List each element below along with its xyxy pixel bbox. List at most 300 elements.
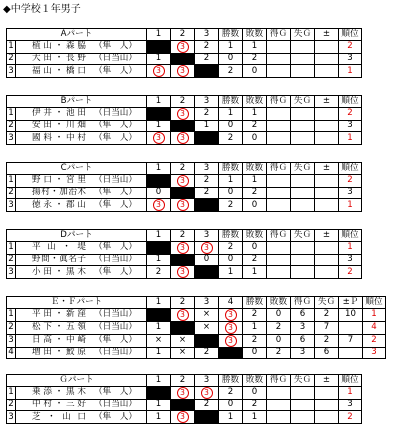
pool-header-row bbox=[7, 375, 362, 387]
pair-cell bbox=[16, 65, 147, 78]
stat-cell bbox=[315, 187, 339, 199]
match-result bbox=[171, 241, 195, 254]
match-result bbox=[195, 241, 219, 254]
match-result: 1 bbox=[147, 321, 171, 334]
self-match-cell bbox=[195, 266, 219, 279]
self-match-cell bbox=[171, 321, 195, 334]
rank-cell: 3 bbox=[339, 254, 362, 266]
rank-cell: 1 bbox=[339, 65, 362, 78]
row-number: 2 bbox=[8, 322, 14, 332]
win-score: 3 bbox=[177, 175, 189, 187]
self-match-cell bbox=[147, 107, 171, 120]
self-match-cell bbox=[195, 65, 219, 78]
stat-header: 失Ｇ bbox=[291, 375, 315, 387]
row-number: 1 bbox=[8, 108, 14, 118]
pair-cell bbox=[16, 199, 147, 212]
stat-cell bbox=[291, 386, 315, 399]
match-result: 2 bbox=[195, 174, 219, 187]
table-row bbox=[7, 40, 362, 53]
rank-cell: 2 bbox=[339, 40, 362, 53]
pair-cell bbox=[16, 120, 147, 132]
match-header: 3 bbox=[195, 29, 219, 41]
team-name: （隼 人） bbox=[94, 387, 137, 397]
win-score: 3 bbox=[177, 199, 189, 211]
team-name: （日当山） bbox=[94, 254, 137, 265]
table-row bbox=[7, 107, 362, 120]
team-name: （日当山） bbox=[94, 399, 137, 410]
stat-cell: 3 bbox=[291, 347, 315, 359]
stat-cell bbox=[315, 241, 339, 254]
stat-cell bbox=[267, 120, 291, 132]
stat-cell: 1 bbox=[219, 40, 243, 53]
stat-header: 勝数 bbox=[219, 230, 243, 242]
rank-cell: 3 bbox=[339, 187, 362, 199]
pool-header-row bbox=[7, 29, 362, 41]
row-number: 1 bbox=[8, 309, 14, 319]
match-header: 3 bbox=[195, 297, 219, 309]
stat-cell: 0 bbox=[219, 254, 243, 266]
row-number: 1 bbox=[8, 242, 14, 252]
rank-cell: 1 bbox=[339, 241, 362, 254]
stat-header: 得Ｇ bbox=[291, 297, 315, 309]
row-number: 4 bbox=[8, 347, 14, 358]
pool-title: Cパート bbox=[7, 163, 147, 175]
stat-cell: 2 bbox=[219, 199, 243, 212]
stat-cell: 1 bbox=[243, 174, 267, 187]
match-header: 1 bbox=[147, 29, 171, 41]
pool-title: Bパート bbox=[7, 96, 147, 108]
stat-cell: 1 bbox=[219, 411, 243, 424]
match-result: 2 bbox=[195, 107, 219, 120]
stat-cell: 6 bbox=[315, 347, 339, 359]
stat-cell: 2 bbox=[243, 308, 267, 321]
player-names: 植山・森脇 bbox=[32, 41, 86, 51]
stat-cell: 10 bbox=[339, 308, 363, 321]
win-score: 3 bbox=[177, 132, 189, 144]
stat-cell: 2 bbox=[315, 334, 339, 347]
row-number: 3 bbox=[8, 199, 14, 210]
pair-cell bbox=[16, 308, 147, 321]
team-name: （日当山） bbox=[94, 175, 137, 185]
stat-cell bbox=[291, 65, 315, 78]
pair-cell bbox=[16, 40, 147, 53]
stat-cell bbox=[291, 132, 315, 145]
pool-table bbox=[6, 95, 362, 145]
stat-cell: 1 bbox=[243, 266, 267, 279]
self-match-cell bbox=[171, 399, 195, 411]
stat-cell bbox=[315, 411, 339, 424]
player-names: 松下・五領 bbox=[32, 322, 86, 332]
row-number: 3 bbox=[8, 411, 14, 422]
match-result: × bbox=[147, 334, 171, 347]
player-names: 平山・堤 bbox=[32, 242, 86, 252]
stat-cell: 3 bbox=[291, 321, 315, 334]
stat-cell bbox=[291, 107, 315, 120]
win-score: 3 bbox=[153, 65, 165, 77]
match-result: 0 bbox=[195, 254, 219, 266]
self-match-cell bbox=[171, 53, 195, 65]
player-names: 福山・橋口 bbox=[32, 65, 86, 76]
self-match-cell bbox=[171, 120, 195, 132]
win-score: 3 bbox=[153, 132, 165, 144]
stat-cell bbox=[291, 241, 315, 254]
rank-cell: 3 bbox=[363, 347, 386, 359]
pool-header-row bbox=[7, 297, 386, 309]
team-name: （隼 人） bbox=[94, 242, 137, 252]
stat-cell bbox=[315, 120, 339, 132]
pair-cell bbox=[16, 347, 147, 359]
match-result bbox=[219, 308, 243, 321]
stat-cell bbox=[267, 107, 291, 120]
stat-cell: 7 bbox=[315, 321, 339, 334]
stat-cell: 2 bbox=[267, 347, 291, 359]
match-header: 1 bbox=[147, 297, 171, 309]
stat-cell: 0 bbox=[219, 120, 243, 132]
stat-header: ± bbox=[315, 29, 339, 41]
stat-header: 敗数 bbox=[243, 375, 267, 387]
stat-cell bbox=[291, 399, 315, 411]
stat-cell: 0 bbox=[219, 187, 243, 199]
pool-table bbox=[6, 229, 362, 279]
row-number: 2 bbox=[8, 187, 14, 198]
rank-cell: 1 bbox=[339, 386, 362, 399]
pair-cell bbox=[16, 53, 147, 65]
table-row bbox=[7, 174, 362, 187]
stat-cell bbox=[267, 386, 291, 399]
player-names: 大田・長野 bbox=[32, 53, 86, 64]
stat-cell: 2 bbox=[243, 254, 267, 266]
match-result: 2 bbox=[195, 187, 219, 199]
match-result: × bbox=[195, 321, 219, 334]
stat-cell: 0 bbox=[243, 386, 267, 399]
row-number: 3 bbox=[8, 132, 14, 143]
pair-cell bbox=[16, 187, 147, 199]
stat-cell: 0 bbox=[243, 199, 267, 212]
stat-header: 敗数 bbox=[243, 230, 267, 242]
stat-cell: 2 bbox=[219, 65, 243, 78]
table-row bbox=[7, 411, 362, 424]
win-score: 3 bbox=[177, 309, 189, 321]
stat-cell bbox=[267, 187, 291, 199]
match-result: 2 bbox=[195, 399, 219, 411]
pair-cell bbox=[16, 399, 147, 411]
row-number: 2 bbox=[8, 254, 14, 265]
page-title: ◆中学校１年男子 bbox=[3, 4, 81, 15]
stat-cell: 0 bbox=[219, 399, 243, 411]
rank-cell: 3 bbox=[339, 120, 362, 132]
table-row bbox=[7, 321, 386, 334]
row-number: 1 bbox=[8, 175, 14, 185]
row-number: 3 bbox=[8, 266, 14, 277]
table-row bbox=[7, 65, 362, 78]
stat-header: 得Ｇ bbox=[267, 96, 291, 108]
table-row bbox=[7, 386, 362, 399]
stat-cell bbox=[315, 266, 339, 279]
stat-cell bbox=[315, 386, 339, 399]
match-result bbox=[171, 40, 195, 53]
pool-title: Ｇパート bbox=[7, 375, 147, 387]
match-result bbox=[171, 266, 195, 279]
stat-cell: 0 bbox=[243, 65, 267, 78]
stat-header: 得Ｇ bbox=[267, 230, 291, 242]
table-row bbox=[7, 254, 362, 266]
stat-header: 敗数 bbox=[267, 297, 291, 309]
stat-cell bbox=[267, 411, 291, 424]
pool-table bbox=[6, 162, 362, 212]
win-score: 3 bbox=[225, 309, 237, 321]
stat-cell: 0 bbox=[243, 132, 267, 145]
stat-cell bbox=[315, 65, 339, 78]
rank-cell: 2 bbox=[339, 107, 362, 120]
player-names: 小田・黒木 bbox=[32, 266, 86, 277]
row-number: 3 bbox=[8, 65, 14, 76]
match-header: 2 bbox=[171, 163, 195, 175]
stat-header: 失Ｇ bbox=[315, 297, 339, 309]
stat-cell: 1 bbox=[219, 107, 243, 120]
match-header: 2 bbox=[171, 29, 195, 41]
match-result bbox=[171, 411, 195, 424]
stat-header: ± bbox=[315, 375, 339, 387]
match-header: 3 bbox=[195, 96, 219, 108]
stat-cell bbox=[291, 53, 315, 65]
pair-cell bbox=[16, 411, 147, 424]
row-number: 2 bbox=[8, 120, 14, 131]
stat-header: 得Ｇ bbox=[267, 29, 291, 41]
match-header: 1 bbox=[147, 163, 171, 175]
self-match-cell bbox=[147, 386, 171, 399]
self-match-cell bbox=[195, 334, 219, 347]
match-header: 3 bbox=[195, 230, 219, 242]
stat-header: 順位 bbox=[339, 163, 362, 175]
match-header: 3 bbox=[195, 375, 219, 387]
stat-cell bbox=[267, 40, 291, 53]
stat-cell: 0 bbox=[243, 347, 267, 359]
player-names: 芝・山口 bbox=[32, 411, 86, 422]
match-result bbox=[147, 132, 171, 145]
match-result: × bbox=[171, 334, 195, 347]
row-number: 1 bbox=[8, 387, 14, 397]
stat-cell: 2 bbox=[243, 53, 267, 65]
match-result bbox=[171, 107, 195, 120]
self-match-cell bbox=[195, 199, 219, 212]
table-row bbox=[7, 199, 362, 212]
rank-cell: 2 bbox=[363, 334, 386, 347]
stat-cell: 6 bbox=[291, 334, 315, 347]
stat-cell: 1 bbox=[243, 411, 267, 424]
stat-cell: 1 bbox=[243, 107, 267, 120]
self-match-cell bbox=[147, 241, 171, 254]
stat-cell bbox=[267, 241, 291, 254]
pair-cell bbox=[16, 321, 147, 334]
player-names: 徳永・郡山 bbox=[32, 199, 86, 210]
match-result: 1 bbox=[147, 53, 171, 65]
match-result bbox=[171, 174, 195, 187]
stat-header: ± bbox=[315, 96, 339, 108]
stat-header: 敗数 bbox=[243, 163, 267, 175]
stat-cell: 2 bbox=[315, 308, 339, 321]
match-header: 1 bbox=[147, 96, 171, 108]
match-result bbox=[171, 65, 195, 78]
team-name: （隼 人） bbox=[94, 411, 137, 422]
match-result bbox=[171, 308, 195, 321]
stat-cell: 6 bbox=[291, 308, 315, 321]
match-result: 2 bbox=[195, 53, 219, 65]
win-score: 3 bbox=[201, 242, 213, 254]
stat-cell: 2 bbox=[243, 334, 267, 347]
win-score: 3 bbox=[177, 266, 189, 278]
match-result: 1 bbox=[147, 399, 171, 411]
stat-header: ± bbox=[315, 163, 339, 175]
team-name: （日当山） bbox=[94, 309, 137, 319]
stat-cell: 2 bbox=[243, 187, 267, 199]
win-score: 3 bbox=[177, 65, 189, 77]
stat-header: 順位 bbox=[339, 96, 362, 108]
stat-cell: 2 bbox=[243, 399, 267, 411]
stat-cell bbox=[315, 174, 339, 187]
stat-cell bbox=[291, 187, 315, 199]
table-row bbox=[7, 399, 362, 411]
team-name: （隼 人） bbox=[94, 65, 137, 76]
stat-cell: 0 bbox=[267, 334, 291, 347]
team-name: （隼 人） bbox=[94, 335, 137, 345]
player-names: 揚村・加治木 bbox=[32, 187, 86, 198]
stat-cell bbox=[291, 199, 315, 212]
pool-header-row bbox=[7, 163, 362, 175]
stat-cell: 7 bbox=[339, 334, 363, 347]
table-row bbox=[7, 347, 386, 359]
table-row bbox=[7, 308, 386, 321]
win-score: 3 bbox=[177, 411, 189, 423]
pool-title: Dパート bbox=[7, 230, 147, 242]
team-name: （隼 人） bbox=[94, 132, 137, 143]
self-match-cell bbox=[171, 254, 195, 266]
stat-cell bbox=[291, 40, 315, 53]
stat-cell bbox=[267, 399, 291, 411]
team-name: （日当山） bbox=[94, 322, 137, 332]
team-name: （隼 人） bbox=[94, 266, 137, 277]
table-row bbox=[7, 241, 362, 254]
self-match-cell bbox=[195, 132, 219, 145]
match-result: 2 bbox=[195, 40, 219, 53]
match-result bbox=[171, 199, 195, 212]
stat-header: 得Ｇ bbox=[267, 375, 291, 387]
match-header: 2 bbox=[171, 297, 195, 309]
win-score: 3 bbox=[177, 41, 189, 53]
stat-header: 失Ｇ bbox=[291, 230, 315, 242]
pool-table bbox=[6, 296, 386, 359]
stat-header: 勝数 bbox=[219, 375, 243, 387]
table-row bbox=[7, 132, 362, 145]
team-name: （日当山） bbox=[94, 108, 137, 118]
stat-cell bbox=[315, 53, 339, 65]
team-name: （隼 人） bbox=[94, 199, 137, 210]
rank-cell: 2 bbox=[339, 266, 362, 279]
row-number: 1 bbox=[8, 41, 14, 51]
pair-cell bbox=[16, 132, 147, 145]
pool-title: Ｅ・Ｆパート bbox=[7, 297, 147, 309]
stat-header: 得Ｇ bbox=[267, 163, 291, 175]
stat-cell: 0 bbox=[267, 308, 291, 321]
stat-header: 失Ｇ bbox=[291, 96, 315, 108]
stat-header: 勝数 bbox=[243, 297, 267, 309]
stat-cell: 2 bbox=[219, 241, 243, 254]
team-name: （隼 人） bbox=[94, 41, 137, 51]
pool-header-row bbox=[7, 96, 362, 108]
match-header: 2 bbox=[171, 230, 195, 242]
match-result: 1 bbox=[147, 120, 171, 132]
stat-header: 順位 bbox=[339, 375, 362, 387]
stat-header: 順位 bbox=[363, 297, 386, 309]
stat-cell: 0 bbox=[219, 53, 243, 65]
stat-cell bbox=[339, 347, 363, 359]
stat-cell bbox=[315, 254, 339, 266]
rank-cell: 2 bbox=[339, 411, 362, 424]
match-result bbox=[171, 132, 195, 145]
match-header: 2 bbox=[171, 96, 195, 108]
rank-cell: 1 bbox=[339, 132, 362, 145]
match-header: 3 bbox=[195, 163, 219, 175]
stat-cell: 2 bbox=[243, 120, 267, 132]
stat-cell bbox=[291, 174, 315, 187]
stat-cell: 2 bbox=[267, 321, 291, 334]
win-score: 3 bbox=[177, 108, 189, 120]
match-header: 4 bbox=[219, 297, 243, 309]
rank-cell: 1 bbox=[363, 308, 386, 321]
pool-table bbox=[6, 28, 362, 78]
pair-cell bbox=[16, 254, 147, 266]
self-match-cell bbox=[147, 40, 171, 53]
pool-title: Aパート bbox=[7, 29, 147, 41]
player-names: 安田・川畑 bbox=[32, 120, 86, 131]
stat-cell bbox=[291, 120, 315, 132]
stat-header: 失Ｇ bbox=[291, 29, 315, 41]
stat-cell bbox=[291, 411, 315, 424]
stat-header: 勝数 bbox=[219, 29, 243, 41]
match-result: 1 bbox=[147, 347, 171, 359]
match-result: 2 bbox=[195, 347, 219, 359]
match-result: 0 bbox=[147, 187, 171, 199]
player-names: 日高・中崎 bbox=[32, 335, 86, 345]
stat-header: 勝数 bbox=[219, 96, 243, 108]
stat-cell: 1 bbox=[243, 40, 267, 53]
match-result bbox=[147, 199, 171, 212]
match-header: 2 bbox=[171, 375, 195, 387]
self-match-cell bbox=[171, 187, 195, 199]
stat-header: ±Ｐ bbox=[339, 297, 363, 309]
stat-header: 勝数 bbox=[219, 163, 243, 175]
pair-cell bbox=[16, 266, 147, 279]
win-score: 3 bbox=[225, 335, 237, 347]
win-score: 3 bbox=[225, 322, 237, 334]
stat-cell bbox=[315, 107, 339, 120]
match-result: × bbox=[195, 308, 219, 321]
stat-cell: 0 bbox=[243, 241, 267, 254]
stat-cell: 1 bbox=[219, 266, 243, 279]
stat-cell bbox=[291, 266, 315, 279]
stat-header: 敗数 bbox=[243, 29, 267, 41]
win-score: 3 bbox=[153, 199, 165, 211]
stat-cell bbox=[267, 53, 291, 65]
player-names: 増田・鮫原 bbox=[32, 347, 86, 358]
stat-cell bbox=[339, 321, 363, 334]
team-name: （隼 人） bbox=[94, 120, 137, 131]
team-name: （日当山） bbox=[94, 53, 137, 64]
row-number: 3 bbox=[8, 335, 14, 345]
win-score: 3 bbox=[201, 387, 213, 399]
self-match-cell bbox=[147, 174, 171, 187]
stat-header: ± bbox=[315, 230, 339, 242]
pair-cell bbox=[16, 334, 147, 347]
